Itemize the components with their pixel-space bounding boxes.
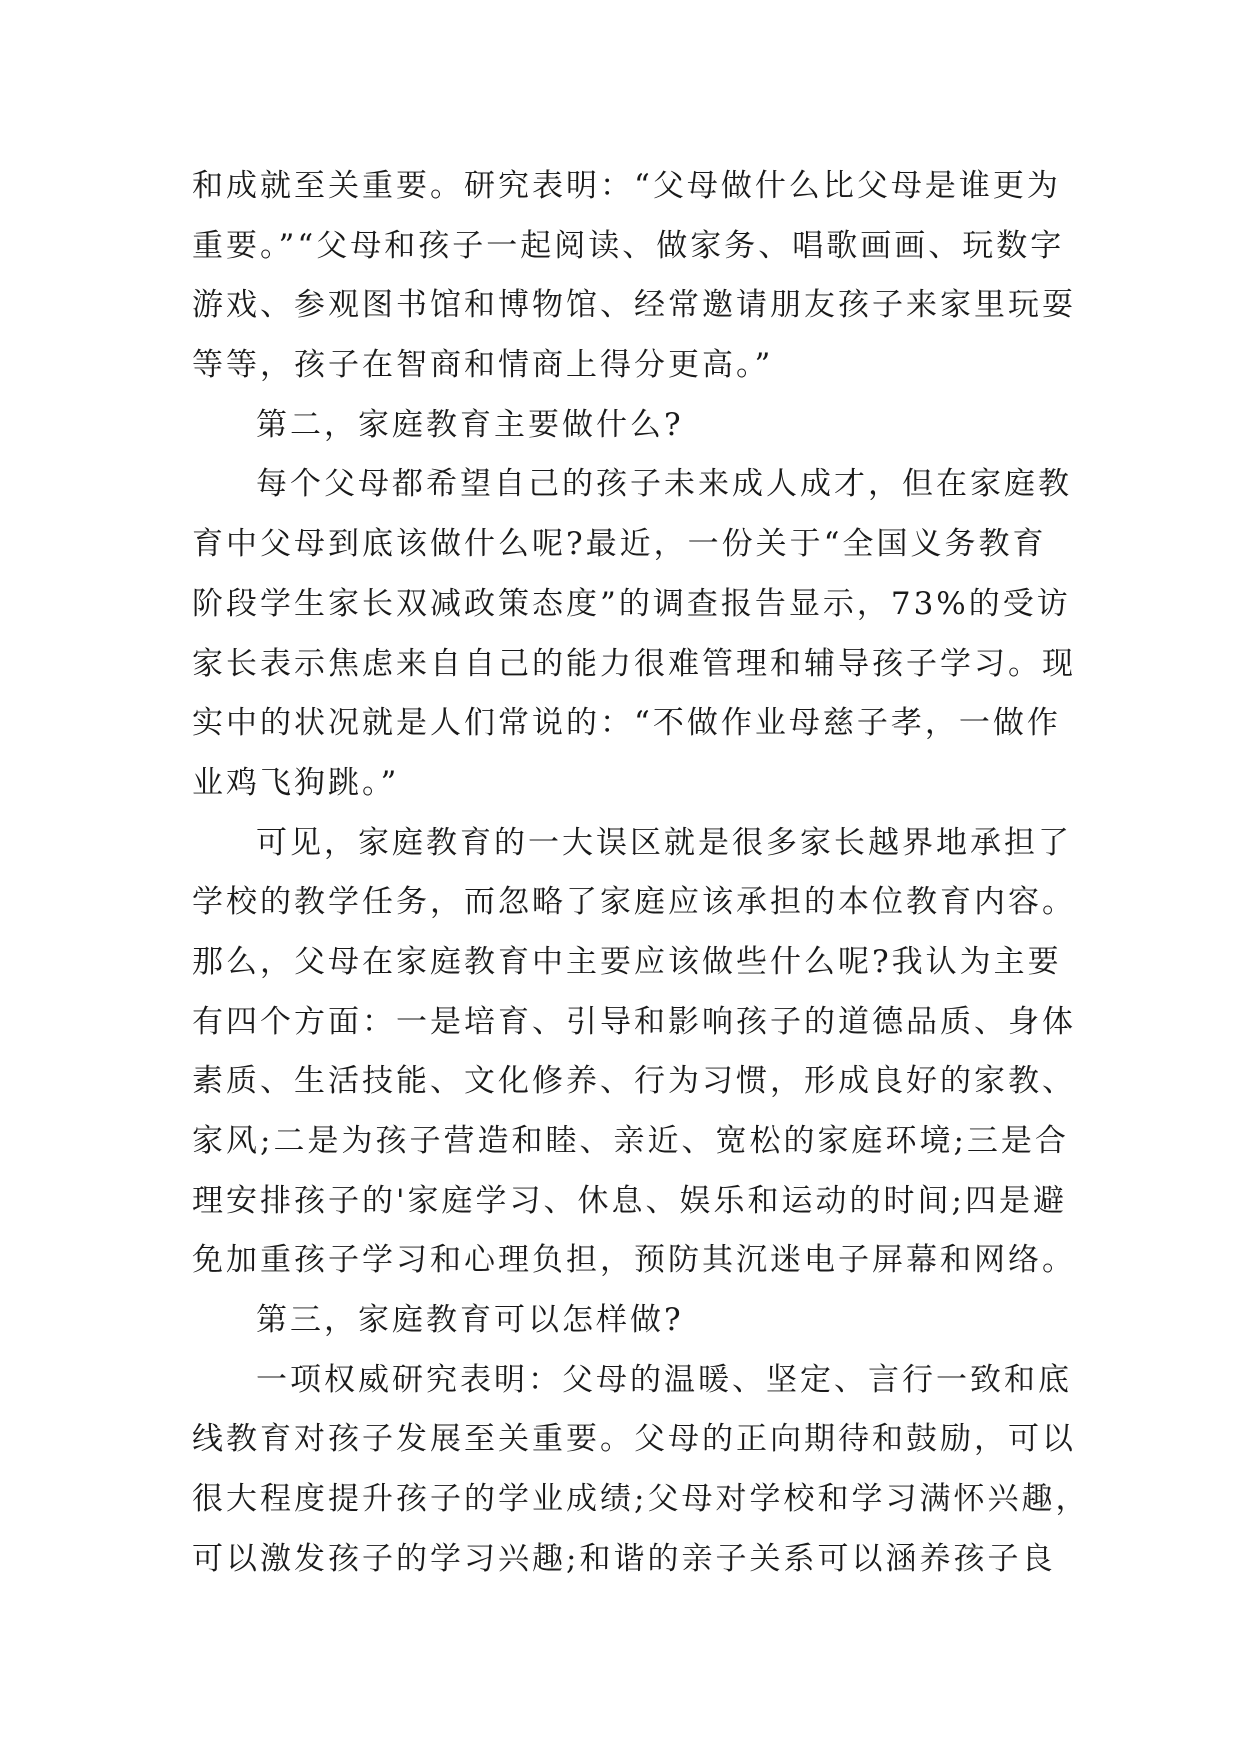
section-heading-2: 第二，家庭教育主要做什么? bbox=[256, 406, 684, 443]
text-line: 阶段学生家长双减政策态度”的调查报告显示，73%的受访 bbox=[192, 585, 1071, 622]
text-line: 重要。”“父母和孩子一起阅读、做家务、唱歌画画、玩数字 bbox=[192, 227, 1065, 264]
section-heading-3: 第三，家庭教育可以怎样做? bbox=[256, 1302, 684, 1339]
text-line: 很大程度提升孩子的学业成绩;父母对学校和学习满怀兴趣， bbox=[192, 1481, 1090, 1518]
text-line: 素质、生活技能、文化修养、行为习惯，形成良好的家教、 bbox=[192, 1063, 1076, 1100]
text-line: 每个父母都希望自己的孩子未来成人成才，但在家庭教 bbox=[256, 466, 1072, 503]
text-line: 等等，孩子在智商和情商上得分更高。” bbox=[192, 347, 774, 384]
text-line: 可以激发孩子的学习兴趣;和谐的亲子关系可以涵养孩子良 bbox=[192, 1540, 1056, 1577]
text-line: 可见，家庭教育的一大误区就是很多家长越界地承担了 bbox=[256, 824, 1072, 861]
text-line: 学校的教学任务，而忽略了家庭应该承担的本位教育内容。 bbox=[192, 884, 1076, 921]
text-line: 免加重孩子学习和心理负担，预防其沉迷电子屏幕和网络。 bbox=[192, 1242, 1076, 1279]
body-text bbox=[192, 157, 1090, 1590]
text-line: 一项权威研究表明：父母的温暖、坚定、言行一致和底 bbox=[256, 1361, 1072, 1398]
text-line: 和成就至关重要。研究表明：“父母做什么比父母是谁更为 bbox=[192, 168, 1061, 204]
text-line: 游戏、参观图书馆和博物馆、经常邀请朋友孩子来家里玩耍 bbox=[192, 287, 1076, 324]
text-line: 实中的状况就是人们常说的：“不做作业母慈子孝，一做作 bbox=[192, 705, 1061, 742]
text-line: 有四个方面：一是培育、引导和影响孩子的道德品质、身体 bbox=[192, 1003, 1076, 1040]
text-line: 那么，父母在家庭教育中主要应该做些什么呢?我认为主要 bbox=[192, 943, 1062, 980]
text-line: 理安排孩子的'家庭学习、休息、娱乐和运动的时间;四是避 bbox=[192, 1182, 1067, 1219]
text-line: 育中父母到底该做什么呢?最近，一份关于“全国义务教育 bbox=[192, 526, 1047, 563]
text-line: 家长表示焦虑来自自己的能力很难管理和辅导孩子学习。现 bbox=[192, 645, 1076, 682]
text-line: 线教育对孩子发展至关重要。父母的正向期待和鼓励，可以 bbox=[192, 1421, 1076, 1458]
text-line: 业鸡飞狗跳。” bbox=[192, 764, 400, 801]
text-line: 家风;二是为孩子营造和睦、亲近、宽松的家庭环境;三是合 bbox=[192, 1123, 1069, 1159]
